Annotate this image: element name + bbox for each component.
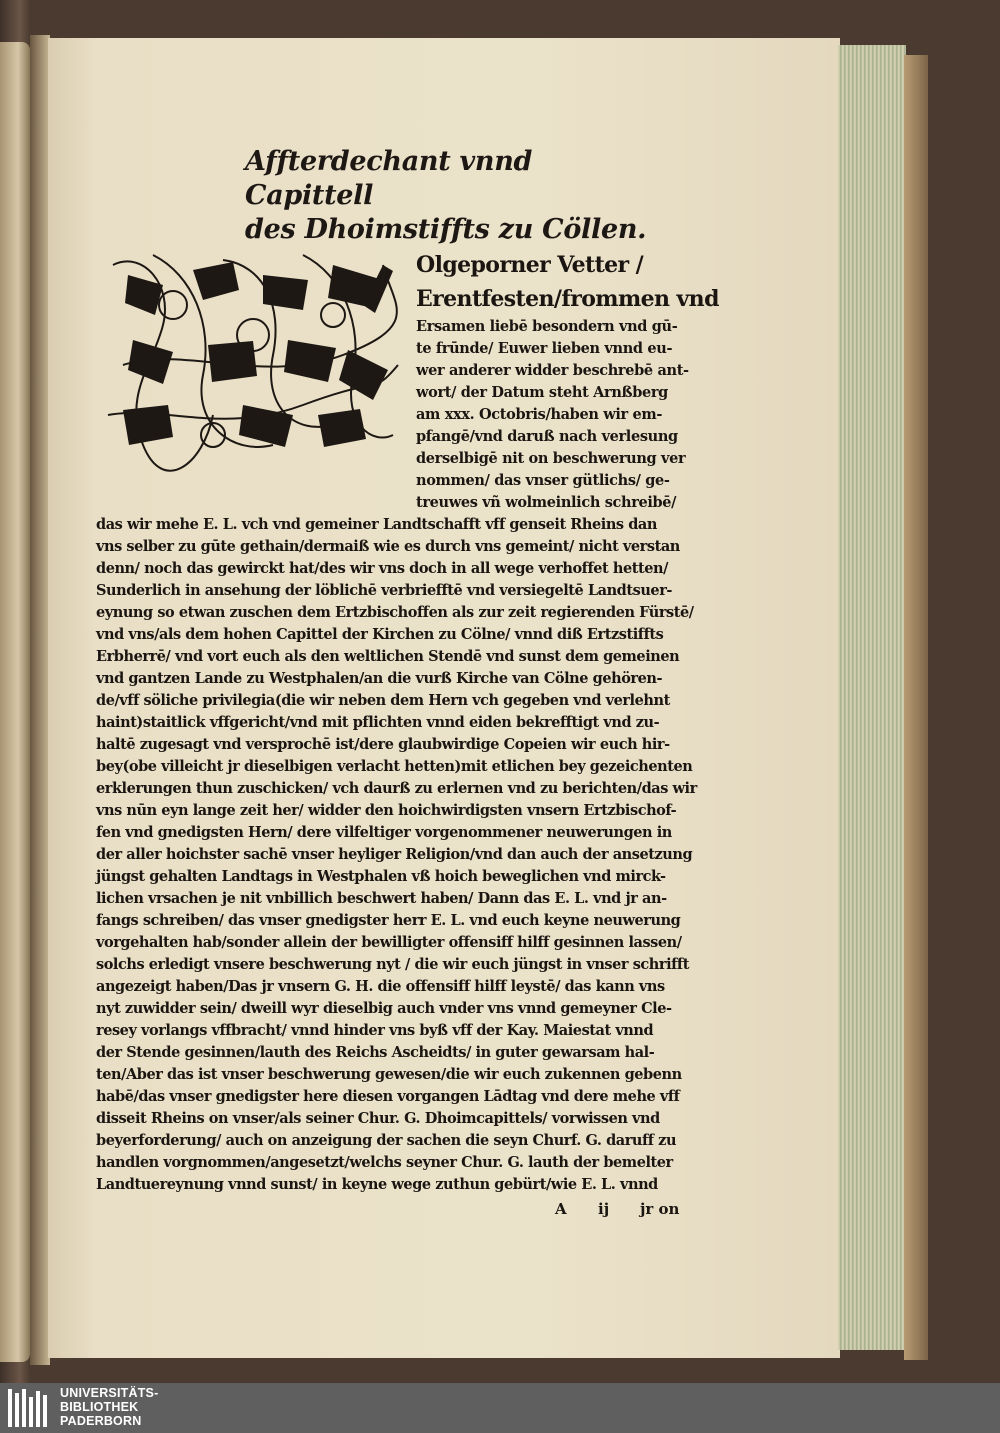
text-line: Landtuereynung vnnd sunst/ in keyne wege zuthun gebürt/wie E. L. vnnd [96,1176,658,1193]
text-line: der aller hoichster sachē vnser heyliger Religion/vnd dan auch der ansetzung [96,846,693,863]
book-gutter [30,35,50,1365]
page-edges [838,45,906,1350]
text-line: bey(obe villeicht jr dieselbigen verlacht hetten)mit etlichen bey gezeichenten [96,758,693,775]
library-logo-icon [8,1389,50,1427]
text-line: solchs erledigt vnsere beschwerung nyt / die wir euch jüngst in vnser schrifft [96,956,689,973]
text-line: vns nūn eyn lange zeit her/ widder den hoichwirdigsten vnsern Ertzbischof- [96,802,677,819]
left-page-edge [0,42,30,1362]
text-line: wer anderer widder beschrebē ant- [416,362,689,379]
title-line-2: des Dhoimstiffts zu Cöllen. [245,214,647,245]
text-line: das wir mehe E. L. vch vnd gemeiner Landtschafft vff genseit Rheins dan [96,516,657,533]
text-line: disseit Rheins on vnser/als seiner Chur. G. Dhoimcapittels/ vorwissen vnd [96,1110,660,1127]
text-line: te frūnde/ Euwer lieben vnnd eu- [416,340,673,357]
text-line: handlen vorgnommen/angesetzt/welchs seyner Chur. G. lauth der bemelter [96,1154,673,1171]
text-line: lichen vrsachen je nit vnbillich beschwert haben/ Dann das E. L. vnd jr an- [96,890,667,907]
text-line: vnd gantzen Lande zu Westphalen/an die vurß Kirche van Cölne gehören- [96,670,663,687]
text-line: resey vorlangs vffbracht/ vnnd hinder vns byß vff der Kay. Maiestat vnnd [96,1022,654,1039]
text-line: vorgehalten hab/sonder allein der bewilligter offensiff hilff gesinnen lassen/ [96,934,682,951]
text-line: Olgeporner Vetter / [416,252,644,278]
library-name [60,1386,158,1428]
text-line: de/vff söliche privilegia(die wir neben dem Hern vch gegeben vnd verlehnt [96,692,670,709]
text-line: der Stende gesinnen/lauth des Reichs Ascheidts/ in guter gewarsam hal- [96,1044,655,1061]
title-line-1: Affterdechant vnnd Capittell [245,146,533,211]
library-name-line: UNIVERSITÄTS- [60,1386,159,1400]
library-footer [0,1383,1000,1433]
text-line: nommen/ das vnser gütlichs/ ge- [416,472,670,489]
text-line: Erbherrē/ vnd vort euch als den weltlichen Stendē vnd sunst dem gemeinen [96,648,680,665]
decorated-initial-w [103,245,401,477]
text-line: angezeigt haben/Das jr vnsern G. H. die offensiff hilff leystē/ das kann vns [96,978,665,995]
page-title [245,145,665,247]
library-name-line: PADERBORN [60,1414,142,1428]
text-line: fen vnd gnedigsten Hern/ dere vilfeltiger vorgenommener neuwerungen in [96,824,672,841]
text-line: Ersamen liebē besondern vnd gū- [416,318,678,335]
text-line: treuwes vñ wolmeinlich schreibē/ [416,494,677,511]
text-line: vns selber zu gūte gethain/dermaiß wie es durch vns gemeint/ nicht verstan [96,538,680,555]
text-line: haint)staitlick vffgericht/vnd mit pflichten vnnd eiden bekrefftigt vnd zu- [96,714,660,731]
text-line: ten/Aber das ist vnser beschwerung gewesen/die wir euch zukennen gebenn [96,1066,682,1083]
text-line: nyt zuwidder sein/ dweill wyr dieselbig auch vnder vns vnnd gemeyner Cle- [96,1000,672,1017]
text-line: derselbigē nit on beschwerung ver [416,450,686,467]
text-line: vnd vns/als dem hohen Capittel der Kirchen zu Cölne/ vnnd diß Ertzstiffts [96,626,664,643]
signature-mark: ij [598,1200,610,1218]
text-line: wort/ der Datum steht Arnßberg [416,384,668,401]
book-cover-edge [904,55,928,1360]
text-line: Sunderlich in ansehung der löblichē verbriefftē vnd versiegeltē Landtsuer- [96,582,672,599]
text-line: fangs schreiben/ das vnser gnedigster herr E. L. vnd euch keyne neuwerung [96,912,681,929]
library-name-line: BIBLIOTHEK [60,1400,139,1414]
text-line: eynung so etwan zuschen dem Ertzbischoffen als zur zeit regierenden Fürstē/ [96,604,694,621]
text-line: habē/das vnser gnedigster here diesen vorgangen Lādtag vnd dere mehe vff [96,1088,680,1105]
text-line: haltē zugesagt vnd versprochē ist/dere glaubwirdige Copeien wir euch hir- [96,736,670,753]
text-line: jüngst gehalten Landtags in Westphalen vß hoich beweglichen vnd mirck- [96,868,666,885]
text-line: Erentfesten/frommen vnd [416,286,719,312]
signature-mark: A [555,1200,567,1218]
text-line: beyerforderung/ auch on anzeigung der sachen die seyn Churf. G. daruff zu [96,1132,677,1149]
text-line: pfangē/vnd daruß nach verlesung [416,428,678,445]
catchword: jr on [640,1200,680,1218]
text-line: denn/ noch das gewirckt hat/des wir vns doch in all wege verhoffet hetten/ [96,560,668,577]
text-line: erklerungen thun zuschicken/ vch daurß zu erlernen vnd zu berichten/das wir [96,780,697,797]
text-line: am xxx. Octobris/haben wir em- [416,406,663,423]
